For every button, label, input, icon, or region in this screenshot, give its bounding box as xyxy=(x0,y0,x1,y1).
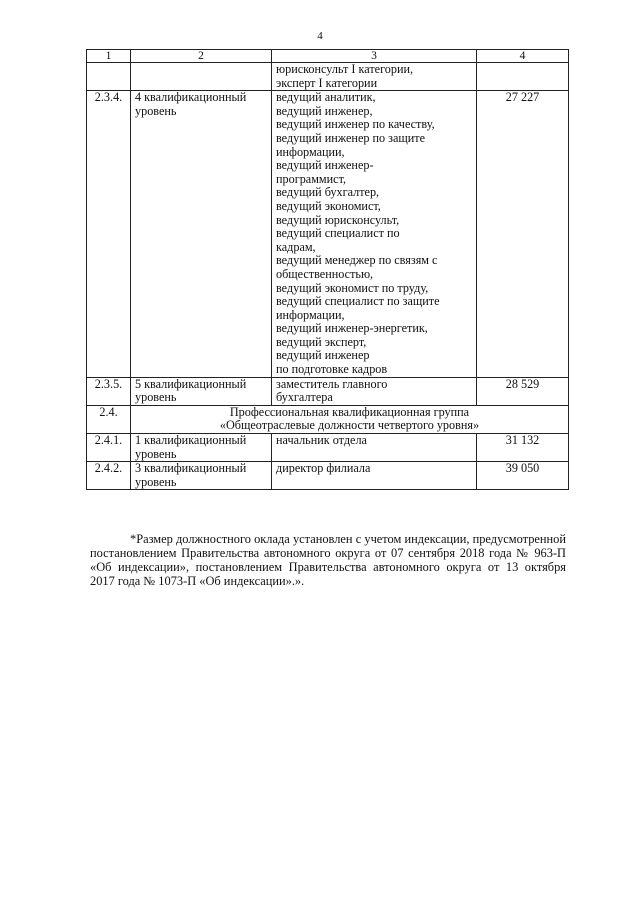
position-line: ведущий юрисконсульт, xyxy=(276,212,400,227)
table-row xyxy=(87,91,569,377)
num-cell: 2.3.5. xyxy=(87,377,131,405)
position-line: кадрам, xyxy=(276,239,316,254)
position-line: ведущий аналитик, xyxy=(276,90,376,105)
level-line: уровень xyxy=(135,474,177,489)
num-cell: 2.3.4. xyxy=(87,91,131,377)
position-line: директор филиала xyxy=(276,461,371,476)
table-header-row xyxy=(87,50,569,63)
group-title-line: Профессиональная квалификационная группа xyxy=(229,404,470,419)
level-line: 5 квалификационный xyxy=(135,376,247,391)
position-line: общественностью, xyxy=(276,266,374,281)
level-line: уровень xyxy=(135,390,177,405)
level-cell xyxy=(131,434,272,462)
position-line: ведущий инженер по защите xyxy=(276,130,426,145)
position-line: начальник отдела xyxy=(276,433,367,448)
num-cell: 2.4.1. xyxy=(87,434,131,462)
table-row xyxy=(87,434,569,462)
level-line: 3 квалификационный xyxy=(135,461,247,476)
positions-cell xyxy=(272,434,477,462)
group-title-cell xyxy=(131,405,569,433)
footnote xyxy=(90,532,566,588)
position-line: юрисконсульт I категории, xyxy=(276,62,414,76)
level-line: 1 квалификационный xyxy=(135,433,247,448)
num-cell xyxy=(87,63,131,91)
level-line: уровень xyxy=(135,103,177,118)
position-line: ведущий эксперт, xyxy=(276,334,367,349)
table-row xyxy=(87,462,569,490)
salary-cell: 27 227 xyxy=(477,91,569,377)
position-line: ведущий инженер- xyxy=(276,158,374,173)
table-row-continuation xyxy=(87,63,569,91)
salary-cell: 39 050 xyxy=(477,462,569,490)
level-cell xyxy=(131,462,272,490)
position-line: ведущий менеджер по связям с xyxy=(276,253,438,268)
position-line: ведущий специалист по xyxy=(276,226,400,241)
position-line: заместитель главного xyxy=(276,376,388,391)
level-cell xyxy=(131,91,272,377)
header-cell-1: 1 xyxy=(87,50,131,63)
position-line: ведущий бухгалтер, xyxy=(276,185,380,200)
positions-cell xyxy=(272,91,477,377)
salary-table xyxy=(86,49,569,490)
header-cell-4: 4 xyxy=(477,50,569,63)
position-line: эксперт I категории xyxy=(276,75,378,90)
header-cell-3: 3 xyxy=(272,50,477,63)
salary-cell xyxy=(477,63,569,91)
position-line: информации, xyxy=(276,307,345,322)
position-line: ведущий экономист, xyxy=(276,198,381,213)
position-line: ведущий инженер-энергетик, xyxy=(276,321,428,336)
position-line: ведущий специалист по защите xyxy=(276,294,440,309)
num-cell: 2.4. xyxy=(87,405,131,433)
page-number: 4 xyxy=(317,30,323,42)
table-group-row xyxy=(87,405,569,433)
position-line: по подготовке кадров xyxy=(276,362,388,377)
salary-cell: 28 529 xyxy=(477,377,569,405)
level-line: 4 квалификационный xyxy=(135,90,247,105)
level-cell xyxy=(131,63,272,91)
level-cell xyxy=(131,377,272,405)
position-line: ведущий экономист по труду, xyxy=(276,280,429,295)
position-line: программист, xyxy=(276,171,347,186)
table-row xyxy=(87,377,569,405)
position-line: бухгалтера xyxy=(276,390,333,405)
position-line: ведущий инженер по качеству, xyxy=(276,117,435,132)
position-line: ведущий инженер xyxy=(276,348,370,363)
salary-cell: 31 132 xyxy=(477,434,569,462)
position-line: ведущий инженер, xyxy=(276,103,373,118)
positions-cell xyxy=(272,377,477,405)
positions-cell xyxy=(272,63,477,91)
header-cell-2: 2 xyxy=(131,50,272,63)
footnote-text: *Размер должностного оклада установлен с учетом индексации, предусмотренной постановлением Правительства автономного округа от 07 сентября 2018 года № 963-П «Об индексации», постановлением Правительства автономного округа от 13 октября 2017 года № 1073-П «Об индексации».». xyxy=(90,532,566,589)
position-line: информации, xyxy=(276,144,345,159)
positions-cell xyxy=(272,462,477,490)
group-title-line: «Общеотраслевые должности четвертого уровня» xyxy=(219,418,480,433)
num-cell: 2.4.2. xyxy=(87,462,131,490)
level-line: уровень xyxy=(135,446,177,461)
